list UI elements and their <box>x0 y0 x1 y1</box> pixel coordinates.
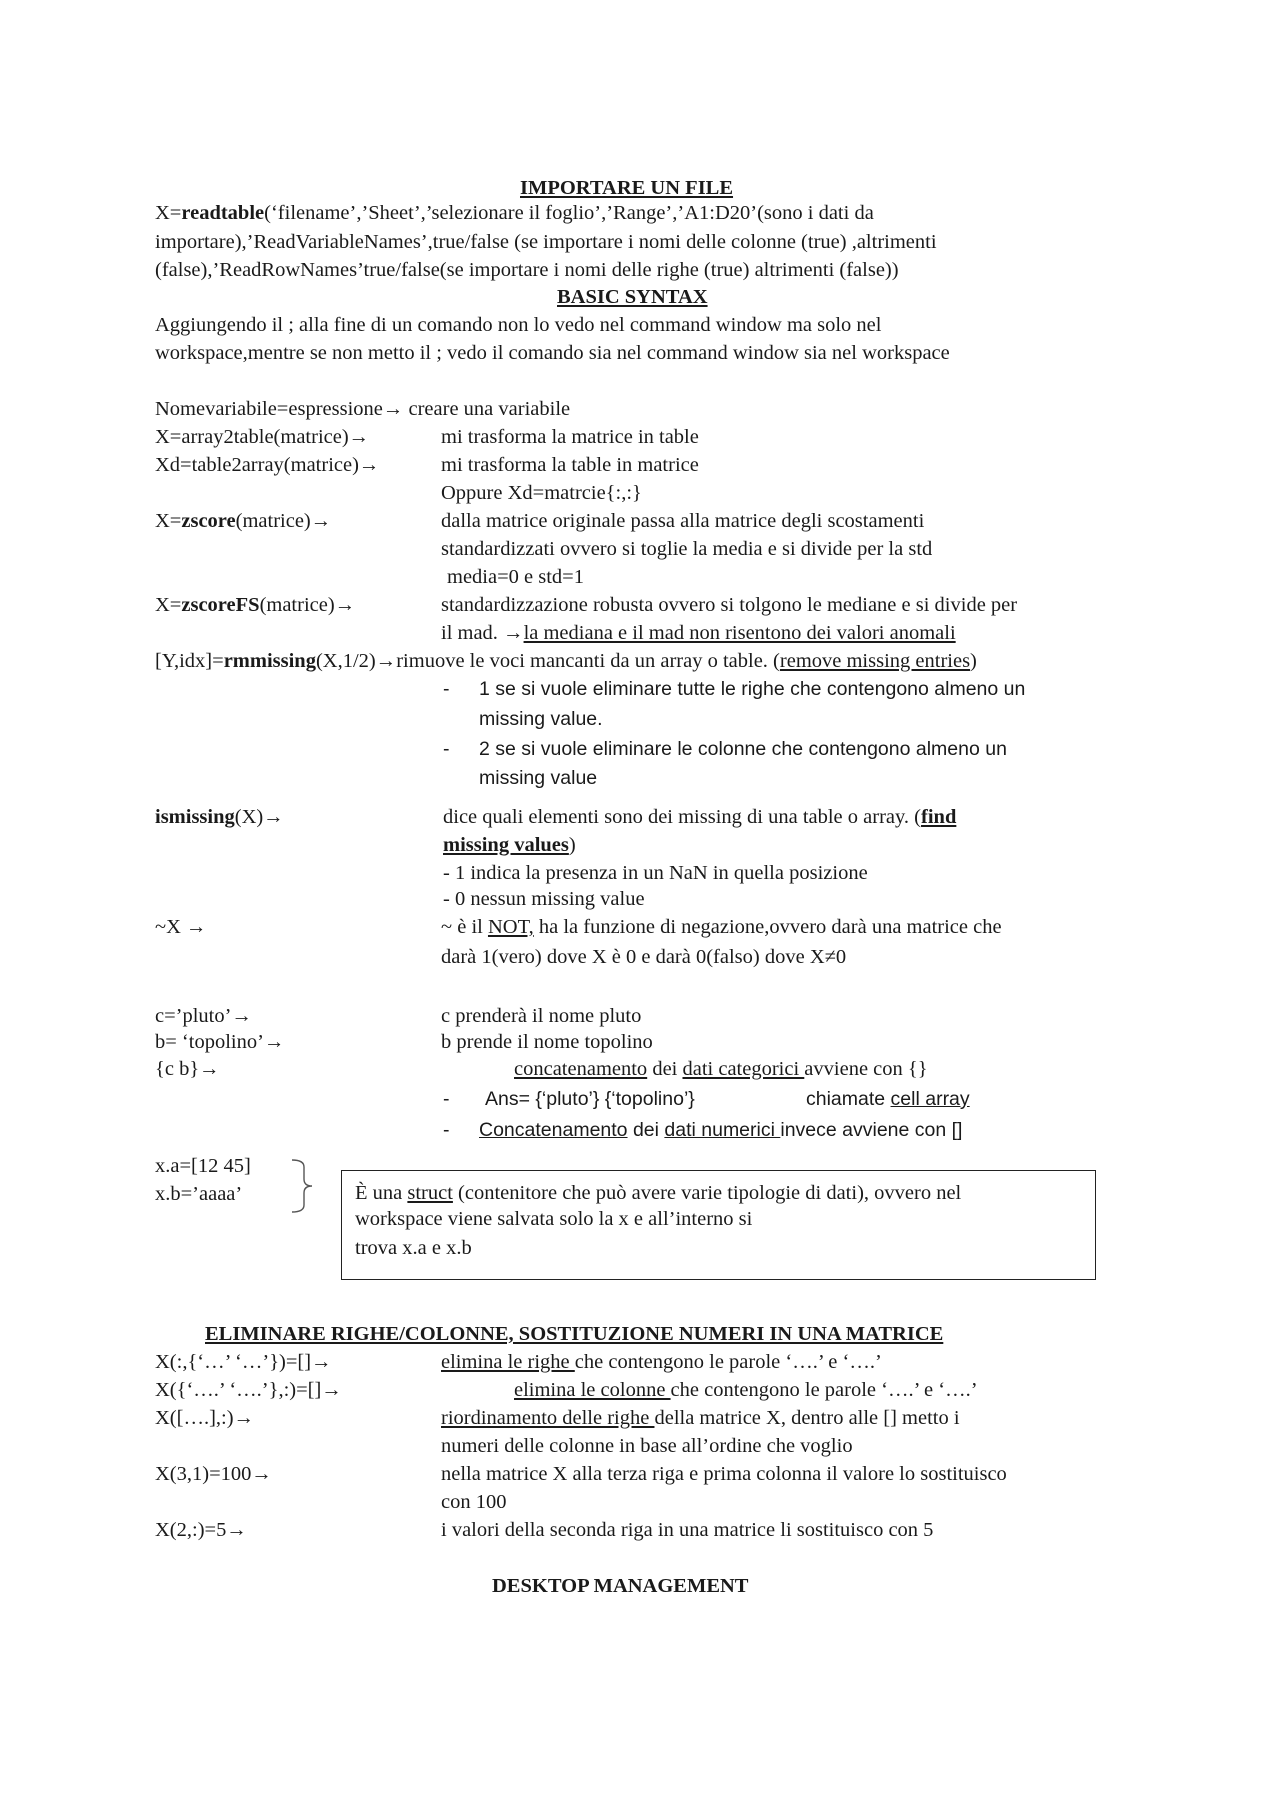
list-dash: - <box>443 678 450 700</box>
arrow-icon: → <box>251 1463 272 1485</box>
cmd-zscorefs-desc-1: standardizzazione robusta ovvero si tolgono le mediane e si divide per <box>441 594 1018 616</box>
cmd-assign-row: X(2,:)=5→ <box>155 1519 247 1541</box>
cmd-b-topolino: b= ‘topolino’→ <box>155 1031 285 1053</box>
cmd-not-desc-2: darà 1(vero) dove X è 0 e darà 0(falso) dove X≠0 <box>441 946 847 968</box>
struct-note-line-3: trova x.a e x.b <box>355 1237 472 1259</box>
arrow-icon: → <box>311 1351 332 1373</box>
cmd-not: ~X → <box>155 916 207 938</box>
cmd-struct-xa: x.a=[12 45] <box>155 1155 251 1177</box>
cmd-assign-cell-desc-1: nella matrice X alla terza riga e prima colonna il valore lo sostituisco <box>441 1463 1007 1485</box>
cmd-ismissing-desc-1: dice quali elementi sono dei missing di una table o array. (find <box>443 806 957 828</box>
arrow-icon: → <box>382 398 404 420</box>
basic-paragraph-line-1: Aggiungendo il ; alla fine di un comando non lo vedo nel command window ma solo nel <box>155 314 882 336</box>
cmd-zscore-desc-1: dalla matrice originale passa alla matrice degli scostamenti <box>441 510 925 532</box>
cmd-reorder-rows-desc-1: riordinamento delle righe della matrice X, dentro alle [] metto i <box>441 1407 960 1429</box>
arrow-icon: → <box>375 650 397 672</box>
cmd-table2array: Xd=table2array(matrice)→ <box>155 454 380 476</box>
cmd-not-desc-1: ~ è il NOT, ha la funzione di negazione,ovvero darà una matrice che <box>441 916 1002 938</box>
arrow-icon: → <box>263 806 284 828</box>
cmd-rmmissing: [Y,idx]=rmmissing(X,1/2)→rimuove le voci mancanti da un array o table. (remove missing entries) <box>155 650 977 672</box>
cmd-cb-desc: concatenamento dei dati categorici avviene con {} <box>514 1058 928 1080</box>
cmd-zscore-desc-3: media=0 e std=1 <box>447 566 584 588</box>
cmd-b-topolino-desc: b prende il nome topolino <box>441 1031 653 1053</box>
list-dash: - <box>443 1119 450 1141</box>
struct-note-line-1: È una struct (contenitore che può avere varie tipologie di dati), ovvero nel <box>355 1182 962 1204</box>
cmd-elim-cols: X({‘….’ ‘….’},:)=[]→ <box>155 1379 342 1401</box>
arrow-icon: → <box>186 916 207 938</box>
cmd-elim-cols-desc: elimina le colonne che contengono le parole ‘….’ e ‘….’ <box>514 1379 978 1401</box>
rmmissing-option-2-line-1: 2 se si vuole eliminare le colonne che contengono almeno un <box>479 738 1007 760</box>
cmd-assign-cell: X(3,1)=100→ <box>155 1463 272 1485</box>
cmd-array2table-desc: mi trasforma la matrice in table <box>441 426 699 448</box>
cmd-ismissing-desc-2: missing values) <box>443 834 576 856</box>
arrow-icon: → <box>199 1058 220 1080</box>
numeric-concat-note: Concatenamento dei dati numerici invece avviene con [] <box>479 1119 963 1141</box>
arrow-icon: → <box>226 1519 247 1541</box>
cmd-zscore: X=zscore(matrice)→ <box>155 510 332 532</box>
rmmissing-option-1-line-2: missing value. <box>479 708 603 730</box>
cmd-reorder-rows: X([….],:)→ <box>155 1407 255 1429</box>
cell-array-note: chiamate cell array <box>806 1088 970 1110</box>
cmd-assign-row-desc: i valori della seconda riga in una matrice li sostituisco con 5 <box>441 1519 934 1541</box>
arrow-icon: → <box>348 426 370 448</box>
cmd-zscorefs: X=zscoreFS(matrice)→ <box>155 594 356 616</box>
cmd-c-pluto: c=’pluto’→ <box>155 1005 252 1027</box>
rmmissing-option-1-line-1: 1 se si vuole eliminare tutte le righe che contengono almeno un <box>479 678 1026 700</box>
arrow-icon: → <box>321 1379 342 1401</box>
import-line-1: X=readtable(‘filename’,’Sheet’,’selezionare il foglio’,’Range’,’A1:D20’(sono i dati da <box>155 202 874 224</box>
heading-basic-syntax: BASIC SYNTAX <box>557 286 708 308</box>
heading-desktop-management: DESKTOP MANAGEMENT <box>492 1575 749 1597</box>
arrow-icon: → <box>503 622 524 644</box>
import-line-2: importare),’ReadVariableNames’,true/false (se importare i nomi delle colonne (true) ,altrimenti <box>155 231 937 253</box>
cmd-ismissing: ismissing(X)→ <box>155 806 284 828</box>
arrow-icon: → <box>310 510 332 532</box>
heading-importare: IMPORTARE UN FILE <box>520 177 734 199</box>
list-dash: - <box>443 1088 450 1110</box>
arrow-icon: → <box>231 1005 252 1027</box>
heading-eliminare: ELIMINARE RIGHE/COLONNE, SOSTITUZIONE NUMERI IN UNA MATRICE <box>205 1323 944 1345</box>
basic-paragraph-line-2: workspace,mentre se non metto il ; vedo il comando sia nel command window sia nel workspace <box>155 342 950 364</box>
arrow-icon: → <box>334 594 356 616</box>
cmd-zscore-desc-2: standardizzati ovvero si toglie la media e si divide per la std <box>441 538 933 560</box>
curly-brace-icon <box>290 1157 320 1215</box>
cmd-elim-rows-desc: elimina le righe che contengono le parole ‘….’ e ‘….’ <box>441 1351 882 1373</box>
struct-note-line-2: workspace viene salvata solo la x e all’interno si <box>355 1208 753 1230</box>
import-line-3: (false),’ReadRowNames’true/false(se importare i nomi delle righe (true) altrimenti (false)) <box>155 259 899 281</box>
arrow-icon: → <box>233 1407 255 1429</box>
cmd-c-pluto-desc: c prenderà il nome pluto <box>441 1005 642 1027</box>
cmd-ismissing-desc-4: - 0 nessun missing value <box>443 888 645 910</box>
cmd-struct-xb: x.b=’aaaa’ <box>155 1183 243 1205</box>
cmd-table2array-alt: Oppure Xd=matrcie{:,:} <box>441 482 642 504</box>
cmd-table2array-desc: mi trasforma la table in matrice <box>441 454 699 476</box>
cmd-cb: {c b}→ <box>155 1058 220 1080</box>
cmd-elim-rows: X(:,{‘…’ ‘…’})=[]→ <box>155 1351 332 1373</box>
rmmissing-option-2-line-2: missing value <box>479 767 598 789</box>
arrow-icon: → <box>263 1031 285 1053</box>
cmd-assign-cell-desc-2: con 100 <box>441 1491 507 1513</box>
cmd-reorder-rows-desc-2: numeri delle colonne in base all’ordine che voglio <box>441 1435 853 1457</box>
arrow-icon: → <box>358 454 380 476</box>
cmd-nomevariabile: Nomevariabile=espressione→ creare una variabile <box>155 398 571 420</box>
cmd-array2table: X=array2table(matrice)→ <box>155 426 370 448</box>
cmd-zscorefs-desc-2: il mad. →la mediana e il mad non risentono dei valori anomali <box>441 622 956 644</box>
cmd-ismissing-desc-3: - 1 indica la presenza in un NaN in quella posizione <box>443 862 868 884</box>
ans-cell-output: Ans= {‘pluto’} {‘topolino’} <box>485 1088 695 1110</box>
list-dash: - <box>443 738 450 760</box>
